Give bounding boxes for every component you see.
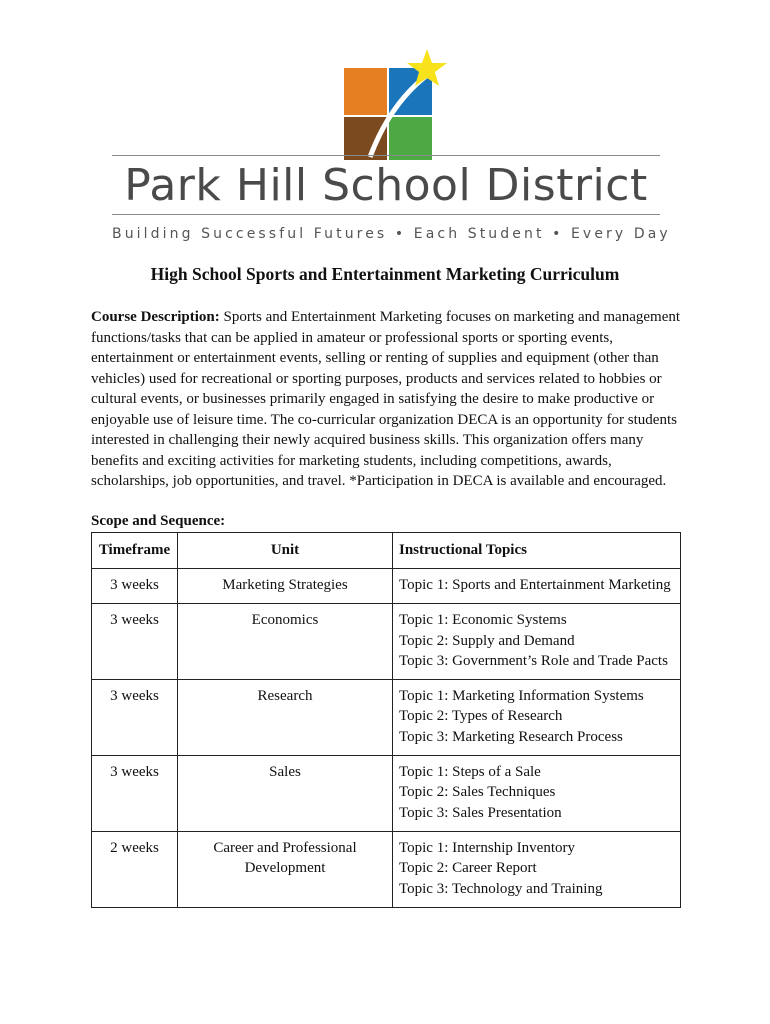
timeframe-cell: 3 weeks <box>92 569 178 604</box>
table-header-row <box>92 533 681 569</box>
logo-rule-bottom <box>112 214 660 215</box>
topics-cell <box>393 569 681 604</box>
table-row <box>92 831 681 907</box>
topic-line: Topic 3: Government’s Role and Trade Pacts <box>399 652 668 669</box>
table-row <box>92 604 681 680</box>
district-name: Park Hill School District <box>124 160 648 211</box>
topic-line: Topic 2: Supply and Demand <box>399 632 575 649</box>
topic-line: Topic 1: Internship Inventory <box>399 839 575 856</box>
unit-cell <box>178 604 393 680</box>
district-logo-mark <box>330 45 450 165</box>
topics-cell <box>393 604 681 680</box>
topic-line: Topic 3: Technology and Training <box>399 880 603 897</box>
topic-line: Topic 1: Sports and Entertainment Marketing <box>399 577 671 593</box>
district-tagline: Building Successful Futures • Each Student • Every Day <box>112 226 671 242</box>
topic-line: Topic 2: Sales Techniques <box>399 784 556 801</box>
table-row <box>92 756 681 832</box>
topics-cell <box>393 831 681 907</box>
district-logo <box>0 0 770 250</box>
topics-cell <box>393 680 681 756</box>
timeframe-cell: 2 weeks <box>92 831 178 907</box>
topic-line: Topic 3: Sales Presentation <box>399 804 562 821</box>
column-header-topics: Instructional Topics <box>393 533 681 569</box>
unit-cell <box>178 680 393 756</box>
unit-cell <box>178 569 393 604</box>
scope-table <box>91 532 681 908</box>
topic-line: Topic 1: Marketing Information Systems <box>399 688 644 705</box>
course-description-text: Sports and Entertainment Marketing focuses on marketing and management functions/tasks that can be applied in amateur or professional sports or sporting events, entertainment or entertainment events, selling or renting of supplies and equipment (other than vehicles) used for recreational or sporting purposes, products and services related to hobbies or cultural events, or businesses primarily engaged in satisfying the desire to make productive or enjoyable use of leisure time. The co-curricular organization DECA is an opportunity for students interested in challenging their newly acquired business skills. This organization offers many benefits and exciting activities for marketing students, including competitions, awards, scholarships, job opportunities, and travel. *Participation in DECA is available and encouraged. <box>91 309 681 489</box>
topic-line: Topic 1: Economic Systems <box>399 612 567 629</box>
table-row <box>92 680 681 756</box>
timeframe-cell: 3 weeks <box>92 756 178 832</box>
unit-cell <box>178 831 393 907</box>
topic-line: Topic 2: Career Report <box>399 860 537 877</box>
unit-line: Economics <box>251 612 319 629</box>
unit-line: Development <box>244 860 326 877</box>
topics-cell <box>393 756 681 832</box>
unit-line: Sales <box>269 764 301 781</box>
topic-line: Topic 2: Types of Research <box>399 708 563 725</box>
column-header-timeframe: Timeframe <box>92 533 178 569</box>
unit-line: Career and Professional <box>213 839 357 856</box>
course-description-label: Course Description: <box>91 309 220 325</box>
unit-cell <box>178 756 393 832</box>
unit-line: Marketing Strategies <box>222 577 348 593</box>
page-title: High School Sports and Entertainment Marketing Curriculum <box>150 264 620 284</box>
column-header-unit: Unit <box>178 533 393 569</box>
logo-rule-top <box>112 155 660 156</box>
topic-line: Topic 3: Marketing Research Process <box>399 728 623 745</box>
unit-line: Research <box>257 688 313 705</box>
topic-line: Topic 1: Steps of a Sale <box>399 764 541 781</box>
table-row <box>92 569 681 604</box>
timeframe-cell: 3 weeks <box>92 604 178 680</box>
course-description <box>91 307 683 492</box>
scope-heading: Scope and Sequence: <box>91 513 226 529</box>
timeframe-cell: 3 weeks <box>92 680 178 756</box>
